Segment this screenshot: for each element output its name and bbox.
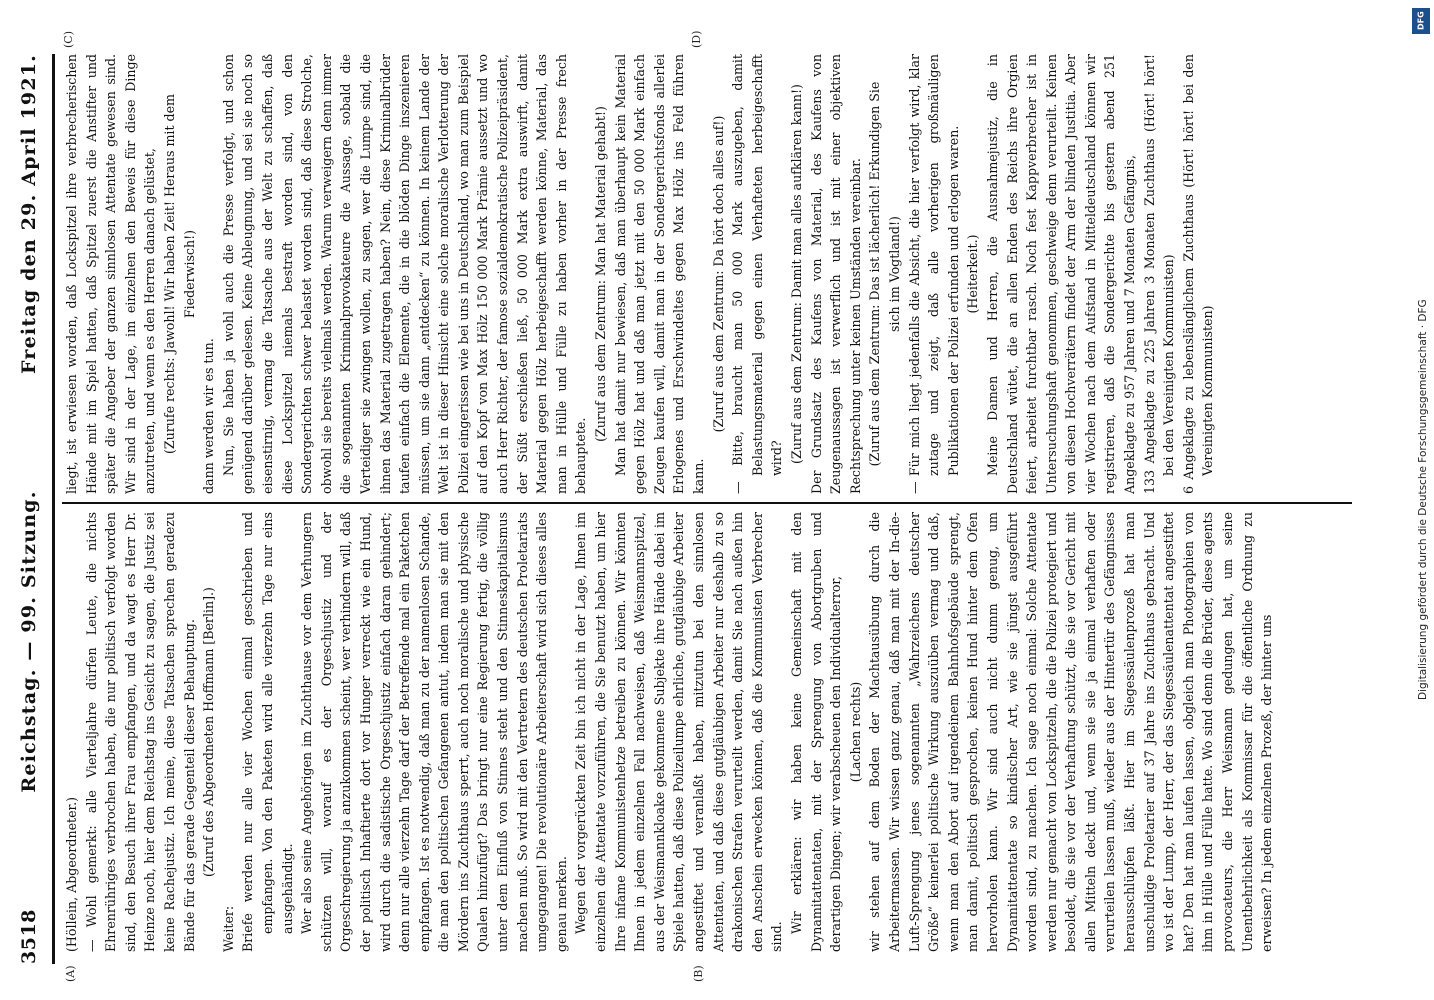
page-number: 3518 [18,909,40,964]
right-column-paragraph: (Zuruf aus dem Zentrum: Da hört doch alles auf!) [710,115,726,433]
session-date: Freitag den 29. April 1921. [18,54,40,374]
digitization-note: Digitalisierung gefördert durch die Deutsche Forschungsgemeinschaft · DFG [1417,299,1429,700]
right-column-paragraph: — Für mich liegt jedenfalls die Absicht, die hier verfolgt wird, klar zutage und zeigt, daß alle vorherigen großmäuligen Publikationen der Polizei erfunden und erlogen waren. [906,54,961,494]
left-column-paragraph: (Zuruf des Abgeordneten Hoffmann [Berlin].) [201,587,217,877]
margin-mark-a: (A) [64,965,77,982]
right-column-paragraph: 133 Angeklagte zu 225 Jahren 3 Monaten Zuchthaus (Hört! hört! bei den Vereinigten Kommunisten) [1141,54,1177,494]
left-column-paragraph: Weiter: [220,905,236,952]
margin-mark-b: (B) [692,965,705,982]
running-head [8,54,50,964]
left-column-paragraph: Wegen der vorgerückten Zeit bin ich nicht in der Lage, Ihnen im einzelnen die Attentate vorzuführen, die Sie benutzt haben, um hier Ihre infame Kommunistenhetze betreiben zu können. Wir könnten Ihnen in jedem einzelnen Fall nachweisen, daß Weismannspitzel, aus der Weismannkloake gekommene Subjekte ihre Hände dabei im Spiele hatten, daß diese Polizeilumpe ehrliche, gutgläubige Arbeiter angestiftet und veranlaßt haben, mitzutun bei den sinnlosen Attentaten, und daß diese gutgläubigen Arbeiter nur deshalb zu so drakonischen Strafen verurteilt werden, damit Sie nach außen hin den Anschein erwecken können, daß die Kommunisten Verbrecher sind. [573,512,785,952]
column-divider [62,502,1352,504]
right-column-paragraph: Man hat damit nur bewiesen, daß man überhaupt kein Material gegen Hölz hat und daß man jetzt mit den 50 000 Mark einfach Zeugen kaufen will, damit man in der Sondergerichtsfonds allerlei Erlogenes und Erschwindeltes gegen Max Hölz ins Feld führen kann. [612,54,706,494]
dfg-logo: DFG [1412,8,1430,34]
left-column-paragraph: (Lachen rechts) [847,681,863,783]
margin-mark-d: (D) [690,30,703,48]
right-column-paragraph: dann werden wir es tun. [201,338,217,494]
right-column-paragraph: — Bitte, braucht man 50 000 Mark auszugeben, damit Belastungsmaterial gegen einen Verhafteten herbeigeschafft wird? [730,54,785,494]
right-column-paragraph: (Zuruf aus dem Zentrum: Damit man alles aufklären kann!) [788,84,804,464]
right-column-paragraph: (Zuruf aus dem Zentrum: Man hat Material gehabt!) [593,106,609,442]
right-column [62,54,1352,494]
margin-mark-c: (C) [62,31,75,48]
left-column-paragraph: (Höllein, Abgeordneter.) [64,796,79,952]
left-column-paragraph: Wir erklären: wir haben keine Gemeinschaft mit den Dynamitattentaten, mit der Sprengung von Abortgruben und derartigen Dingen; wir verabscheuen den Individualterror, [788,512,844,952]
right-column-paragraph: Der Grundsatz des Kaufens von Material, des Kaufens von Zeugenaussagen ist verwerflich und ist mit einer objektiven Rechtsprechung unter keinen Umständen vereinbar. [808,54,863,494]
left-column [62,512,1352,952]
digitization-strip [1410,0,1432,1000]
left-column-paragraph: — Wohl gemerkt: alle Vierteljahre dürfen Leute, die nichts Ehrenrühriges verbrochen haben, die nur politisch verfolgt worden sind, den Besuch ihrer Frau empfangen, und da wagt es Herr Dr. Heinze noch, hier dem Reichstag ins Gesicht zu sagen, die Justiz sei keine Rachejustiz. Ich meine, diese Tatsachen sprechen geradezu Bände für das gerade Gegenteil dieser Behauptung. [83,512,197,952]
right-column-paragraph: (Heiterkeit.) [965,234,981,314]
left-column-paragraph: Wer also seine Angehörigen im Zuchthause vor dem Verhungern schützen will, worauf es der Orgeschjustiz und der Orgeschregierung ja anzukommen scheint, wer verhindern will, daß der politisch Inhaftierte dort vor Hunger verreckt wie ein Hund, wird durch die sadistische Orgeschjustiz einfach daran gehindert; denn nur alle vierzehn Tage darf der Betreffende mal ein Paketchen empfangen. Ist es notwendig, daß man zu der namenlosen Schande, die man den politischen Gefangenen antut, indem man sie mit den Mördern ins Zuchthaus sperrt, auch noch moralische und physische Qualen hinzufügt? Das bringt nur eine Regierung fertig, die völlig unter dem Einfluß von Stinnes steht und den Stinneskapitalismus machen muß. So wird mit den Vertretern des deutschen Proletariats umgegangen! Die revolutionäre Arbeiterschaft wird sich dieses alles genau merken. [299,512,569,952]
right-column-paragraph: liegt, ist erwiesen worden, daß Lockspitzel ihre verbrecherischen Hände mit im Spiel hatten, daß Spitzel zuerst die Anstifter und später die Angeber der ganzen sinnlosen Attentate gewesen sind. Wir sind in der Lage, im einzelnen den Beweis für diese Dinge anzutreten, und wenn es den Herren danach gelüstet, [64,54,158,494]
right-column-paragraph: Meine Damen und Herren, die Ausnahmejustiz, die in Deutschland wütet, die an allen Enden des Reichs ihre Orgien feiert, arbeitet furchtbar rasch. Noch fest Kappverbrecher ist in Untersuchungshaft genommen, geschweige denn verurteilt. Keinen von diesen Hochverrätern findet der Arm der blinden Justitia. Aber vier Wochen nach dem Aufstand in Mitteldeutschland können wir registrieren, daß die Sondergerichte bis gestern abend 251 Angeklagte zu 957 Jahren und 7 Monaten Gefängnis, [984,54,1138,494]
right-column-paragraph: (Zuruf aus dem Zentrum: Das ist lächerlich! Erkundigen Sie sich im Vogtland!) [867,81,902,467]
session-title: Reichstag. — 99. Sitzung. [18,490,40,793]
left-column-paragraph: Briefe werden nur alle vier Wochen einmal geschrieben und empfangen. Von den Paketen wird alle vierzehn Tage nur eins ausgehändigt. [240,512,295,952]
right-column-paragraph: 6 Angeklagte zu lebenslänglichem Zuchthaus (Hört! hört! bei den Vereinigten Kommunisten) [1180,54,1216,494]
right-column-paragraph: Nun, Sie haben ja wohl auch die Presse verfolgt, und schon genügend darüber gelesen. Keine Ableugnung, und sei sie noch so eisenstirnig, vermag die Tatsache aus der Welt zu schaffen, daß diese Lockspitzel niemals bestraft worden sind, von den Sondergerichten schwer belastet worden sind, daß diese Strolche, obwohl sie bereits vielmals werden. Warum verweigern denn immer die sogenannten Kriminalprovokateure die Aussage, sobald die Verteidiger sie zwingen wollen, zu sagen, wer die Lumpe sind, die ihnen das Material zugetragen haben? Nein, diese Kriminalbrüder taufen einfach die Elemente, die in die blöden Dinge inszenieren müssen, um sie dann „entdecken“ zu können. In keinem Lande der Welt ist in dieser Hinsicht eine solche moralische Verlotterung der Polizei eingerissen wie bei uns in Deutschland, wo man zum Beispiel auf den Kopf von Max Hölz 150 000 Mark Prämie aussetzt und wo auch Herr Richter, der famose sozialdemokratische Polizeipräsident, der Süßt erschießen ließ, 50 000 Mark extra auswirft, damit Material gegen Hölz herbeigeschafft werden könne, Material, das man in Hülle und Fülle zu haben vorher in der Presse frech behauptete. [220,54,589,494]
header-rule [52,54,55,964]
left-column-paragraph: wir stehen auf dem Boden der Machtausübung durch die Arbeitermassen. Wir wissen ganz genau, daß man mit der In-die-Luft-Sprengung jenes sogenannten „Wahrzeichens deutscher Größe“ keinerlei politische Wirkung auszuüben vermag und daß, wenn man den Abort auf irgendeinem Bahnhofsgebäude sprengt, man damit, politisch gesprochen, keinen Hund hinter dem Ofen hervorholen kann. Wir sind auch nicht dumm genug, um Dynamitattentate so kindischer Art, wie sie jüngst ausgeführt worden sind, zu machen. Ich sage noch einmal: Solche Attentate werden nur gemacht von Lockspitzeln, die die Polizei protegiert und besoldet, die sie vor der Verhaftung schützt, die sie vor Gericht mit allen Mitteln deckt und, wenn sie sie ja einmal verhaften oder verurteilen lassen muß, wieder aus der Hintertür des Gefängnisses herausschlüpfen läßt. Hier im Siegessäulenprozeß hat man unschuldige Proletarier auf 37 Jahre ins Zuchthaus gebracht. Und wo ist der Lump, der Herr, der das Siegessäulenattentat angestiftet hat? Den hat man laufen lassen, obgleich man Photographien von ihm in Hülle und Fülle hatte. Wo sind denn die Brüder, diese agents provocateurs, die Herr Weismann gedungen hat, um seine Unentbehrlichkeit als Kommissar für die öffentliche Ordnung zu erweisen? In jedem einzelnen Prozeß, der hinter uns [867,512,1275,952]
right-column-paragraph: (Zurufe rechts: Jawohl! Wir haben Zeit! Heraus mit dem Fiederwisch!) [161,94,197,454]
